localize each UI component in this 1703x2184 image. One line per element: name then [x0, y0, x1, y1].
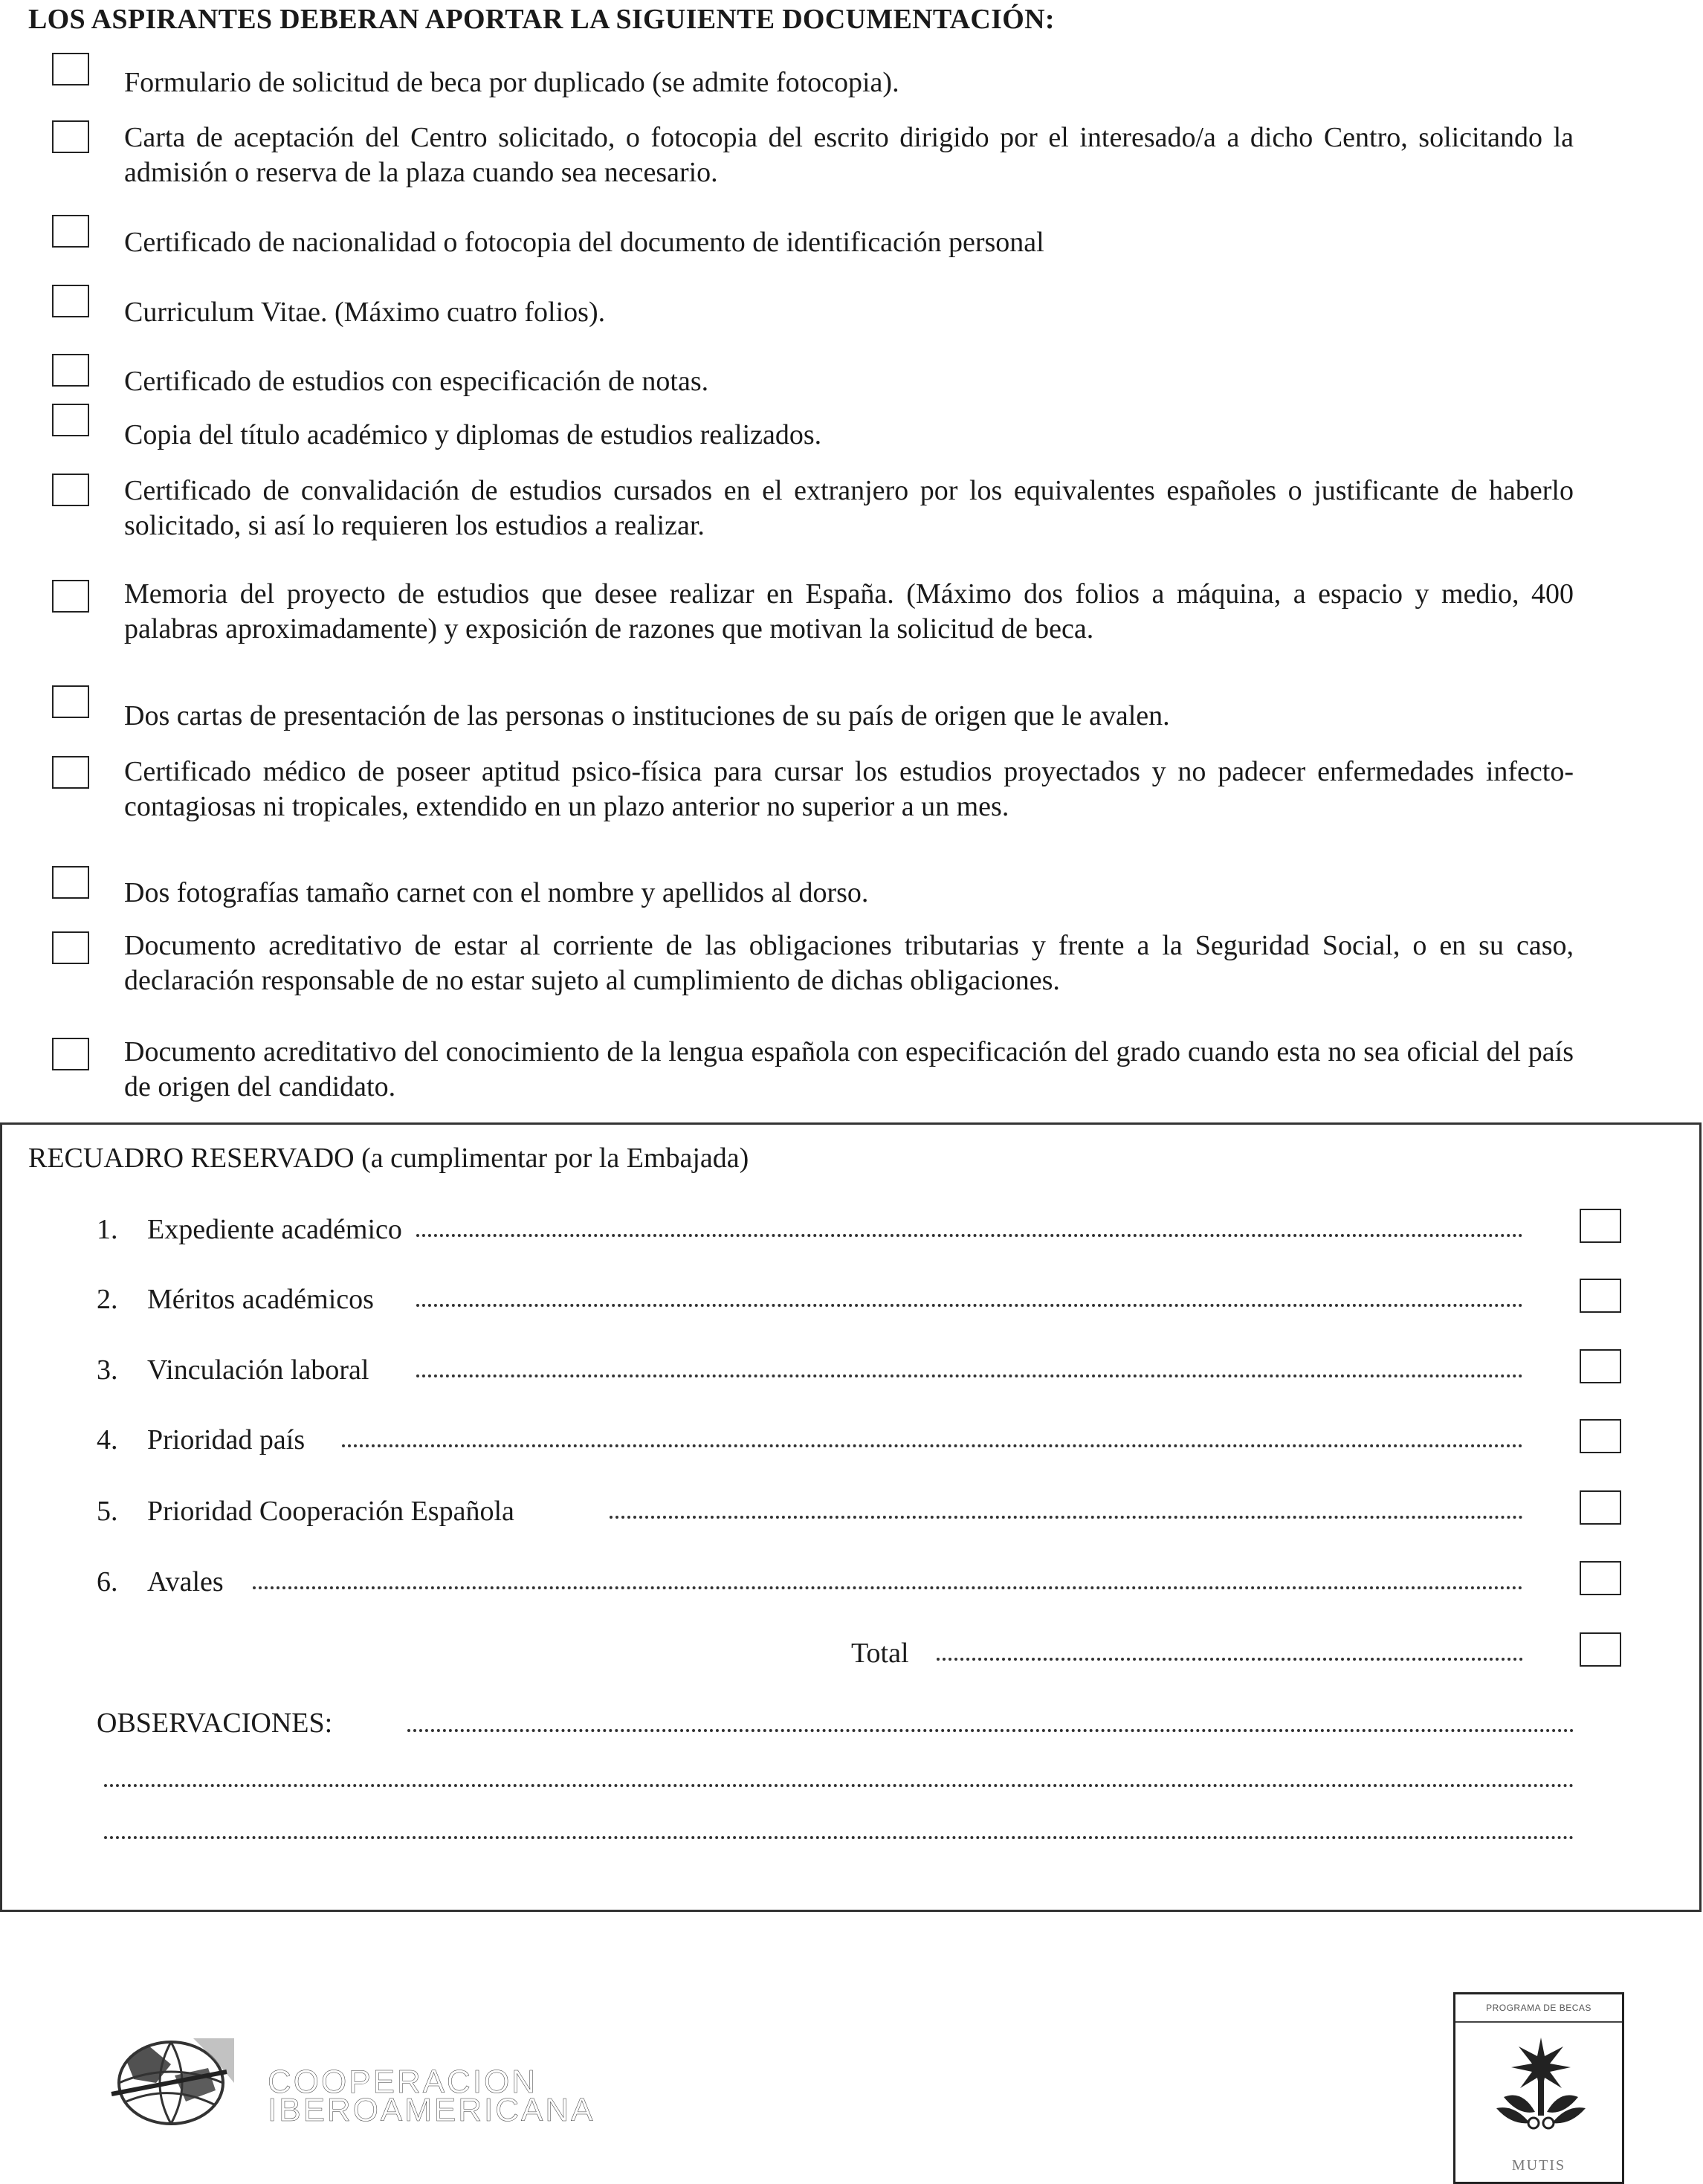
criterion-score-box[interactable]	[1580, 1349, 1621, 1383]
cooperacion-iberoamericana-logo	[104, 2031, 624, 2128]
criterion-row	[0, 1493, 1703, 1538]
doc-item-text: Certificado de nacionalidad o fotocopia del documento de identificación personal	[124, 227, 1044, 258]
doc-checkbox[interactable]	[52, 285, 89, 317]
doc-item-text: Curriculum Vitae. (Máximo cuatro folios).	[124, 297, 606, 328]
seal-title: PROGRAMA DE BECAS	[1455, 1994, 1622, 2023]
doc-checkbox[interactable]	[52, 474, 89, 506]
dotted-leader	[416, 1304, 1523, 1307]
criterion-number: 4.	[97, 1424, 118, 1456]
doc-checkbox[interactable]	[52, 1038, 89, 1070]
doc-item-text: Certificado médico de poseer aptitud psico-física para cursar los estudios proyectados y no padecer enfermedades infecto-contagiosas ni tropicales, extendido en un plazo anterior no superior a un mes.	[124, 756, 1574, 822]
criterion-label: Méritos académicos	[147, 1282, 384, 1317]
criterion-row	[0, 1422, 1703, 1467]
dotted-leader	[253, 1586, 1523, 1589]
dotted-leader	[342, 1444, 1523, 1447]
dotted-leader	[416, 1234, 1523, 1237]
doc-checkbox[interactable]	[52, 685, 89, 718]
doc-checkbox[interactable]	[52, 120, 89, 153]
doc-checkbox[interactable]	[52, 756, 89, 789]
observations-line[interactable]	[407, 1729, 1574, 1732]
seal-caption: MUTIS	[1511, 2157, 1566, 2174]
total-score-box[interactable]	[1580, 1632, 1621, 1667]
criterion-label: Prioridad país	[147, 1422, 315, 1458]
criterion-number: 2.	[97, 1284, 118, 1315]
total-label: Total	[851, 1635, 920, 1671]
criterion-score-box[interactable]	[1580, 1490, 1621, 1525]
doc-item-text: Dos fotografías tamaño carnet con el nombre y apellidos al dorso.	[124, 877, 869, 908]
doc-item-text: Documento acreditativo de estar al corriente de las obligaciones tributarias y frente a la Seguridad Social, o en su caso, declaración responsable de no estar sujeto al cumplimiento de dichas obligaciones.	[124, 930, 1574, 996]
criterion-label: Avales	[147, 1564, 234, 1600]
doc-checkbox[interactable]	[52, 53, 89, 85]
criterion-number: 5.	[97, 1496, 118, 1527]
doc-item-text: Documento acreditativo del conocimiento de la lengua española con especificación del grado cuando esta no sea oficial del país de origen del candidato.	[124, 1036, 1574, 1102]
doc-item-text: Carta de aceptación del Centro solicitado, o fotocopia del escrito dirigido por el interesado/a a dicho Centro, solicitando la admisión o reserva de la plaza cuando sea necesario.	[124, 122, 1574, 188]
criterion-score-box[interactable]	[1580, 1561, 1621, 1595]
doc-item-text: Certificado de estudios con especificación de notas.	[124, 366, 709, 397]
total-row	[0, 1635, 1703, 1680]
observations-line[interactable]	[104, 1836, 1574, 1839]
criterion-row	[0, 1564, 1703, 1609]
observations-label: OBSERVACIONES:	[97, 1708, 333, 1739]
dotted-leader	[937, 1658, 1523, 1661]
criterion-number: 6.	[97, 1566, 118, 1597]
doc-checkbox[interactable]	[52, 931, 89, 964]
page-heading: LOS ASPIRANTES DEBERAN APORTAR LA SIGUIENTE DOCUMENTACIÓN:	[28, 4, 1055, 35]
dotted-leader	[610, 1516, 1523, 1519]
doc-item-text: Formulario de solicitud de beca por duplicado (se admite fotocopia).	[124, 67, 899, 98]
criterion-label: Prioridad Cooperación Española	[147, 1493, 525, 1529]
criterion-row	[0, 1282, 1703, 1326]
logo-text: COOPERACION IBEROAMERICANA	[268, 2064, 595, 2128]
dotted-leader	[416, 1374, 1523, 1377]
doc-item-text: Memoria del proyecto de estudios que desee realizar en España. (Máximo dos folios a máquina, a espacio y medio, 400 palabras aproximadamente) y exposición de razones que motivan la solicitud de beca.	[124, 578, 1574, 644]
criterion-row	[0, 1212, 1703, 1256]
doc-checkbox[interactable]	[52, 404, 89, 436]
doc-checkbox[interactable]	[52, 215, 89, 248]
criterion-number: 1.	[97, 1214, 118, 1245]
criterion-score-box[interactable]	[1580, 1419, 1621, 1453]
criterion-number: 3.	[97, 1354, 118, 1386]
doc-checkbox[interactable]	[52, 866, 89, 899]
criterion-score-box[interactable]	[1580, 1209, 1621, 1243]
globe-icon	[104, 2031, 253, 2128]
doc-item-text: Dos cartas de presentación de las personas o instituciones de su país de origen que le avalen.	[124, 700, 1170, 731]
palm-emblem-icon	[1489, 2030, 1593, 2142]
reserved-title: RECUADRO RESERVADO (a cumplimentar por la Embajada)	[28, 1143, 749, 1174]
doc-checkbox[interactable]	[52, 580, 89, 613]
criterion-row	[0, 1352, 1703, 1397]
criterion-label: Expediente académico	[147, 1212, 413, 1247]
doc-checkbox[interactable]	[52, 354, 89, 387]
criterion-score-box[interactable]	[1580, 1279, 1621, 1313]
doc-item-text: Certificado de convalidación de estudios cursados en el extranjero por los equivalentes españoles o justificante de haberlo solicitado, si así lo requieren los estudios a realizar.	[124, 475, 1574, 541]
becas-mutis-seal	[1453, 1992, 1624, 2184]
doc-item-text: Copia del título académico y diplomas de estudios realizados.	[124, 419, 822, 450]
criterion-label: Vinculación laboral	[147, 1352, 379, 1388]
observations-line[interactable]	[104, 1784, 1574, 1787]
